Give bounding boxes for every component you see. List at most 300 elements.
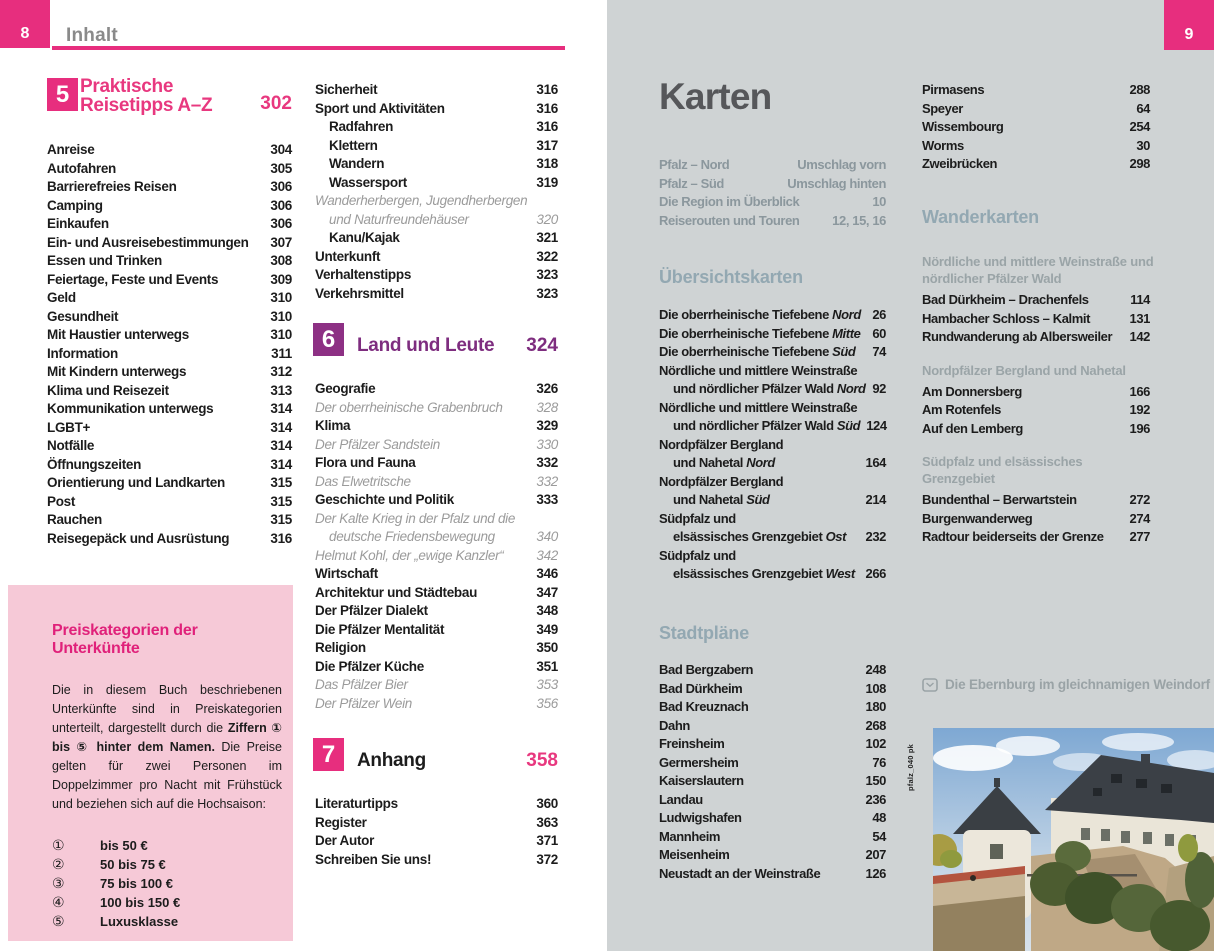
toc-entry-page: 304 (270, 142, 292, 157)
wanderkarten-group-2 (922, 362, 1158, 439)
map-entry-page: 298 (1129, 156, 1150, 171)
map-entry-label: Die oberrheinische Tiefebene Süd (659, 344, 856, 359)
map-entry (659, 473, 886, 492)
map-entry-page: 166 (1129, 383, 1150, 399)
map-entry-page: 236 (865, 791, 886, 807)
toc-entry (47, 437, 292, 456)
toc-entry (47, 382, 292, 401)
toc-entry-label: Verhaltenstipps (315, 267, 412, 282)
toc-entry-page: 319 (536, 174, 558, 190)
map-entry-label: Meisenheim (659, 847, 730, 862)
toc-entry-page: 315 (270, 493, 292, 509)
map-entry-label: Südpfalz und (659, 547, 736, 563)
map-entry-label: Landau (659, 791, 703, 807)
map-entry (922, 328, 1150, 347)
uebersichtskarten-header: Übersichtskarten (659, 267, 803, 287)
toc-entry-page: 347 (536, 584, 558, 600)
map-entry-page: 76 (872, 754, 886, 770)
toc-entry-page: 314 (270, 438, 292, 453)
map-entry-label: Nordpfälzer Bergland (659, 436, 784, 452)
toc-entry (47, 215, 292, 234)
toc-entry-label: Einkaufen (47, 216, 109, 231)
toc-entry-label: Ein- und Ausreisebestimmungen (47, 234, 249, 250)
map-entry (659, 175, 886, 194)
map-entry-label: Pfalz – Nord (659, 157, 730, 172)
wanderkarten-group-list (922, 383, 1150, 439)
price-box-body (52, 681, 282, 814)
toc-entry-page: 313 (270, 382, 292, 398)
price-categories-box (8, 585, 293, 941)
price-category-row (52, 893, 282, 912)
map-entry-page: 92 (872, 381, 886, 396)
toc-entry-page: 309 (270, 271, 292, 287)
toc-entry-label: Architektur und Städtebau (315, 584, 478, 600)
header-rule (52, 46, 565, 50)
map-entry-label: Zweibrücken (922, 156, 998, 171)
toc-entry (315, 248, 558, 267)
toc-entry (47, 141, 292, 160)
toc-entry-page: 314 (270, 456, 292, 472)
map-entry (659, 491, 886, 510)
map-entry-page: 142 (1129, 329, 1150, 344)
toc-entry-label: Das Pfälzer Bier (315, 677, 408, 692)
toc-entry (315, 510, 558, 529)
toc-entry-label: Geschichte und Politik (315, 492, 454, 507)
toc-entry-page: 333 (536, 492, 558, 507)
toc-entry-label: Wanderherbergen, Jugendherbergen (315, 193, 528, 208)
toc-entry (315, 192, 558, 211)
section-page: 358 (526, 750, 558, 771)
toc-entry-page: 310 (270, 327, 292, 342)
toc-entry (47, 511, 292, 530)
photo-caption-text: Die Ebernburg im gleichnamigen Weindorf (945, 677, 1210, 692)
stadtplaene-header: Stadtpläne (659, 623, 750, 643)
map-entry-label: Freinsheim (659, 736, 725, 751)
section-number-box: 7 (313, 738, 344, 771)
toc-entry-page: 371 (536, 833, 558, 848)
toc-entry-page: 308 (270, 253, 292, 268)
section-page: 302 (260, 93, 292, 114)
toc-entry (315, 137, 558, 156)
toc-entry-page: 342 (536, 547, 558, 563)
toc-entry-page: 310 (270, 308, 292, 324)
map-entry-label: Nördliche und mittlere Weinstraße (659, 399, 858, 415)
map-entry-page: 54 (872, 828, 886, 844)
map-entry (659, 809, 886, 828)
wanderkarten-group-1 (922, 253, 1158, 347)
map-entry (659, 212, 886, 231)
map-entry (659, 454, 886, 473)
toc-entry-page: 323 (536, 267, 558, 282)
photo-credit: pfalz_040 pk (906, 743, 915, 791)
map-entry (659, 717, 886, 736)
toc-entry-page: 318 (536, 156, 558, 171)
map-entry (659, 362, 886, 381)
toc-entry (315, 851, 558, 870)
price-category-list (52, 836, 282, 931)
map-entry-label: Mannheim (659, 828, 721, 844)
toc-entry-page: 346 (536, 566, 558, 581)
toc-entry-label: Camping (47, 197, 103, 213)
toc-entry-page: 311 (271, 345, 292, 361)
toc-entry-page: 360 (536, 796, 558, 811)
map-entry-label: Speyer (922, 100, 963, 116)
price-category-symbol: ② (52, 856, 65, 872)
toc-entry (47, 308, 292, 327)
map-entry-page: 26 (872, 307, 886, 322)
toc-entry-label: Klettern (329, 137, 378, 153)
toc-entry (315, 266, 558, 285)
price-category-symbol: ④ (52, 894, 65, 910)
map-entry-label: Südpfalz und (659, 510, 736, 526)
toc-entry-label: und Naturfreundehäuser (329, 211, 469, 227)
toc-entry (315, 285, 558, 304)
toc-entry-page: 328 (536, 399, 558, 415)
toc-entry-page: 348 (536, 603, 558, 618)
price-category-label: 75 bis 100 € (100, 876, 173, 891)
toc-entry-label: Unterkunft (315, 248, 381, 264)
toc-entry (47, 419, 292, 438)
toc-entry (47, 178, 292, 197)
map-entry-label: Radtour beiderseits der Grenze (922, 529, 1104, 544)
toc-entry-label: Helmut Kohl, der „ewige Kanzler“ (315, 547, 504, 563)
toc-entry-page: 307 (270, 234, 292, 250)
wanderkarten-group-title: Südpfalz und elsässisches Grenzgebiet (922, 454, 1083, 486)
map-entry (922, 155, 1150, 174)
toc-entry (47, 363, 292, 382)
section-6-header (313, 322, 558, 357)
toc-entry-page: 315 (270, 475, 292, 490)
toc-entry (47, 493, 292, 512)
price-category-row (52, 855, 282, 874)
map-entry-label: Nordpfälzer Bergland (659, 473, 784, 489)
map-entry-page: 274 (1129, 510, 1150, 526)
map-entry (922, 528, 1150, 547)
map-entry-page: 126 (865, 865, 886, 881)
toc-entry-label: Öffnungszeiten (47, 456, 142, 472)
toc-entry-label: Der Autor (315, 833, 375, 848)
toc-entry-label: Register (315, 814, 367, 830)
toc-entry (315, 814, 558, 833)
map-entry-page: 268 (865, 717, 886, 733)
section-title: Praktische Reisetipps A–Z (80, 76, 213, 116)
toc-entry-label: Information (47, 345, 118, 361)
toc-entry-label: Der Kalte Krieg in der Pfalz und die (315, 510, 516, 526)
toc-entry (315, 417, 558, 436)
toc-entry-page: 316 (270, 530, 292, 546)
map-entry (659, 661, 886, 680)
map-entry (659, 846, 886, 865)
map-entry-page: 164 (865, 455, 886, 470)
toc-entry (315, 795, 558, 814)
price-category-row (52, 874, 282, 893)
map-entry-label: Bundenthal – Berwartstein (922, 492, 1077, 507)
toc-entry (47, 530, 292, 549)
map-entry (659, 565, 886, 584)
price-category-label: bis 50 € (100, 838, 148, 853)
map-entry-label: Bad Dürkheim – Drachenfels (922, 292, 1089, 307)
toc-entry-page: 312 (270, 364, 292, 379)
map-entry-label: Die Region im Überblick (659, 194, 800, 209)
map-entry-label: Bad Dürkheim (659, 680, 743, 696)
toc-entry (315, 639, 558, 658)
toc-entry-page: 349 (536, 621, 558, 637)
uebersichtskarten-list (659, 306, 886, 584)
toc-entry (315, 584, 558, 603)
map-entry-label: Auf den Lemberg (922, 420, 1023, 436)
map-entry-label: Pirmasens (922, 82, 985, 97)
toc-entry (315, 399, 558, 418)
map-entry-label: Dahn (659, 717, 690, 733)
page-header-title: Inhalt (66, 25, 118, 46)
toc-entry-label: Das Elwetritsche (315, 473, 411, 489)
toc-entry-label: Klima und Reisezeit (47, 382, 169, 398)
toc-entry (47, 197, 292, 216)
toc-entry-page: 316 (536, 119, 558, 134)
toc-entry-label: Gesundheit (47, 308, 119, 324)
toc-list-land-und-leute (315, 380, 558, 713)
toc-entry (315, 100, 558, 119)
map-entry-page: 30 (1136, 137, 1150, 153)
map-entry (659, 436, 886, 455)
map-entry (659, 828, 886, 847)
toc-entry-label: Radfahren (329, 119, 394, 134)
toc-entry-page: 316 (536, 100, 558, 116)
map-entry (659, 156, 886, 175)
map-entry (659, 528, 886, 547)
map-entry-page: 254 (1129, 119, 1150, 134)
toc-entry-label: deutsche Friedensbewegung (329, 529, 495, 544)
toc-entry (47, 326, 292, 345)
price-category-label: Luxusklasse (100, 914, 179, 929)
chevron-down-icon (922, 678, 938, 692)
map-entry (659, 865, 886, 884)
toc-entry (315, 528, 558, 547)
price-category-symbol: ① (52, 837, 65, 853)
map-entry-page: 10 (872, 194, 886, 209)
toc-entry-label: Die Pfälzer Küche (315, 658, 424, 674)
stadtplaene-list-col2 (922, 81, 1150, 174)
page-number-badge-left (0, 0, 50, 48)
map-entry-label: Bad Kreuznach (659, 699, 749, 714)
toc-entry (315, 565, 558, 584)
price-category-label: 50 bis 75 € (100, 857, 166, 872)
toc-entry (315, 676, 558, 695)
map-entry-page: Umschlag hinten (787, 175, 886, 191)
toc-entry-label: Geld (47, 290, 76, 305)
wanderkarten-group-title: Nördliche und mittlere Weinstraße und nördlicher Pfälzer Wald (922, 254, 1154, 286)
map-entry-label: und nördlicher Pfälzer Wald Süd (673, 418, 861, 433)
price-box-title: Preiskategorien der Unterkünfte (52, 622, 198, 657)
map-entry (659, 399, 886, 418)
toc-entry-page: 326 (536, 381, 558, 396)
map-entry (659, 680, 886, 699)
map-entry (659, 306, 886, 325)
map-entry-label: und nördlicher Pfälzer Wald Nord (673, 381, 866, 396)
map-entry-page: 272 (1129, 492, 1150, 507)
toc-entry-page: 314 (270, 401, 292, 416)
toc-entry (315, 602, 558, 621)
map-entry-page: 248 (865, 662, 886, 677)
toc-entry (315, 547, 558, 566)
toc-entry-page: 306 (270, 216, 292, 231)
toc-entry-label: Der Pfälzer Dialekt (315, 603, 428, 618)
toc-entry-label: Geografie (315, 381, 376, 396)
map-entry (659, 325, 886, 344)
map-entry-page: 192 (1129, 402, 1150, 417)
toc-entry-label: Kommunikation unterwegs (47, 401, 214, 416)
toc-entry (47, 474, 292, 493)
map-entry (659, 510, 886, 529)
price-body-segment: Die Preise gelten für zwei Personen im Doppelzimmer pro Nacht mit Frühstück und beziehen sich auf die Hochsaison: (52, 740, 282, 811)
toc-entry-label: Der oberrheinische Grabenbruch (315, 399, 503, 415)
map-entry (922, 420, 1150, 439)
map-entry-label: Am Donnersberg (922, 383, 1022, 399)
toc-entry (47, 456, 292, 475)
map-entry-page: 48 (872, 810, 886, 825)
map-entry-page: 108 (865, 680, 886, 696)
toc-entry-page: 330 (536, 436, 558, 452)
toc-entry (315, 454, 558, 473)
toc-entry (315, 81, 558, 100)
price-category-row (52, 912, 282, 931)
toc-entry-label: Flora und Fauna (315, 455, 416, 470)
toc-entry-page: 305 (270, 160, 292, 176)
map-entry (659, 417, 886, 436)
map-entry (659, 754, 886, 773)
toc-entry-page: 353 (536, 677, 558, 692)
map-entry-page: 60 (872, 325, 886, 341)
toc-entry (315, 211, 558, 230)
toc-entry (315, 695, 558, 714)
wanderkarten-group-list (922, 491, 1150, 547)
map-entry-page: 266 (865, 566, 886, 581)
toc-entry-label: Wirtschaft (315, 566, 378, 581)
toc-entry-label: Essen und Trinken (47, 253, 162, 268)
map-entry-page: 232 (865, 529, 886, 544)
toc-entry-label: Autofahren (47, 160, 116, 176)
toc-entry-label: Sicherheit (315, 82, 378, 97)
toc-entry-label: Notfälle (47, 438, 95, 453)
toc-entry-label: Feiertage, Feste und Events (47, 271, 219, 287)
toc-entry-page: 350 (536, 640, 558, 655)
toc-entry-page: 372 (536, 851, 558, 867)
map-entry (922, 510, 1150, 529)
section-7-header (313, 737, 558, 772)
toc-entry (315, 118, 558, 137)
toc-entry (47, 345, 292, 364)
toc-entry-label: LGBT+ (47, 419, 91, 435)
toc-entry (47, 271, 292, 290)
wanderkarten-group-list (922, 291, 1150, 347)
toc-entry-page: 323 (536, 285, 558, 301)
toc-entry-label: Der Pfälzer Sandstein (315, 436, 441, 452)
toc-entry-page: 321 (536, 230, 558, 245)
toc-list-anhang (315, 795, 558, 869)
map-entry (922, 383, 1150, 402)
toc-entry-page: 340 (536, 529, 558, 544)
price-body-segment: Ziffern ① bis ⑤ hinter dem Namen. (52, 721, 282, 754)
toc-entry (315, 436, 558, 455)
map-entry-label: und Nahetal Süd (673, 492, 770, 507)
price-body-segment: Die in diesem Buch beschriebenen Unterkünfte sind in Preiskategorien unterteilt, dargestellt durch die (52, 683, 282, 735)
toc-entry-label: Orientierung und Landkarten (47, 475, 225, 490)
map-entry-label: Wissembourg (922, 119, 1004, 134)
map-entry-page: 150 (865, 773, 886, 788)
toc-entry (315, 621, 558, 640)
toc-entry-page: 306 (270, 179, 292, 194)
toc-entry-page: 317 (536, 137, 558, 153)
ebernburg-photo (933, 728, 1214, 951)
toc-entry-label: Klima (315, 418, 351, 433)
toc-entry-label: Die Pfälzer Mentalität (315, 621, 445, 637)
toc-entry-label: Wandern (329, 156, 385, 171)
stadtplaene-list (659, 661, 886, 883)
map-entry-page: 180 (865, 699, 886, 714)
map-entry-page: 114 (1130, 292, 1150, 307)
map-entry-page: Umschlag vorn (797, 157, 886, 172)
map-entry-page: 277 (1129, 529, 1150, 544)
section-number-box: 5 (47, 78, 78, 111)
section-title: Anhang (357, 750, 426, 771)
map-entry-label: Die oberrheinische Tiefebene Nord (659, 307, 861, 322)
toc-entry-page: 329 (536, 418, 558, 433)
toc-entry-page: 314 (270, 419, 292, 435)
map-entry-label: elsässisches Grenzgebiet West (673, 566, 855, 581)
price-category-label: 100 bis 150 € (100, 895, 181, 910)
map-entry-page: 207 (865, 847, 886, 862)
map-entry-label: Neustadt an der Weinstraße (659, 865, 821, 881)
map-entry-page: 288 (1129, 82, 1150, 97)
toc-entry (47, 400, 292, 419)
toc-entry-page: 320 (536, 211, 558, 227)
map-entry-label: Kaiserslautern (659, 773, 744, 788)
map-entry (659, 772, 886, 791)
price-category-row (52, 836, 282, 855)
toc-entry-page: 316 (536, 82, 558, 97)
map-front-matter-list (659, 156, 886, 230)
toc-entry-label: Reisegepäck und Ausrüstung (47, 530, 230, 546)
wanderkarten-header: Wanderkarten (922, 207, 1039, 227)
map-entry-page: 196 (1129, 420, 1150, 436)
map-entry-label: Rundwanderung ab Albersweiler (922, 329, 1113, 344)
karten-title: Karten (659, 76, 772, 117)
map-entry-label: Germersheim (659, 754, 739, 770)
toc-entry-page: 310 (270, 290, 292, 305)
map-entry-label: Nördliche und mittlere Weinstraße (659, 362, 858, 378)
map-entry (922, 137, 1150, 156)
toc-entry-label: Anreise (47, 142, 95, 157)
toc-entry (315, 380, 558, 399)
section-title: Land und Leute (357, 335, 495, 356)
map-entry-label: Worms (922, 137, 964, 153)
map-entry-page: 12, 15, 16 (832, 212, 886, 228)
map-entry-label: elsässisches Grenzgebiet Ost (673, 529, 847, 544)
map-entry-label: und Nahetal Nord (673, 455, 775, 470)
map-entry (659, 698, 886, 717)
page-number: 8 (20, 25, 30, 42)
map-entry-label: Reiserouten und Touren (659, 212, 800, 228)
toc-entry (47, 289, 292, 308)
toc-entry-label: Der Pfälzer Wein (315, 695, 412, 711)
map-entry-page: 131 (1129, 310, 1150, 326)
map-entry-label: Die oberrheinische Tiefebene Mitte (659, 325, 861, 341)
toc-entry (315, 658, 558, 677)
map-entry-page: 214 (865, 492, 886, 507)
map-entry-label: Burgenwanderweg (922, 510, 1033, 526)
toc-entry-label: Barrierefreies Reisen (47, 179, 177, 194)
toc-entry-label: Mit Kindern unterwegs (47, 364, 187, 379)
